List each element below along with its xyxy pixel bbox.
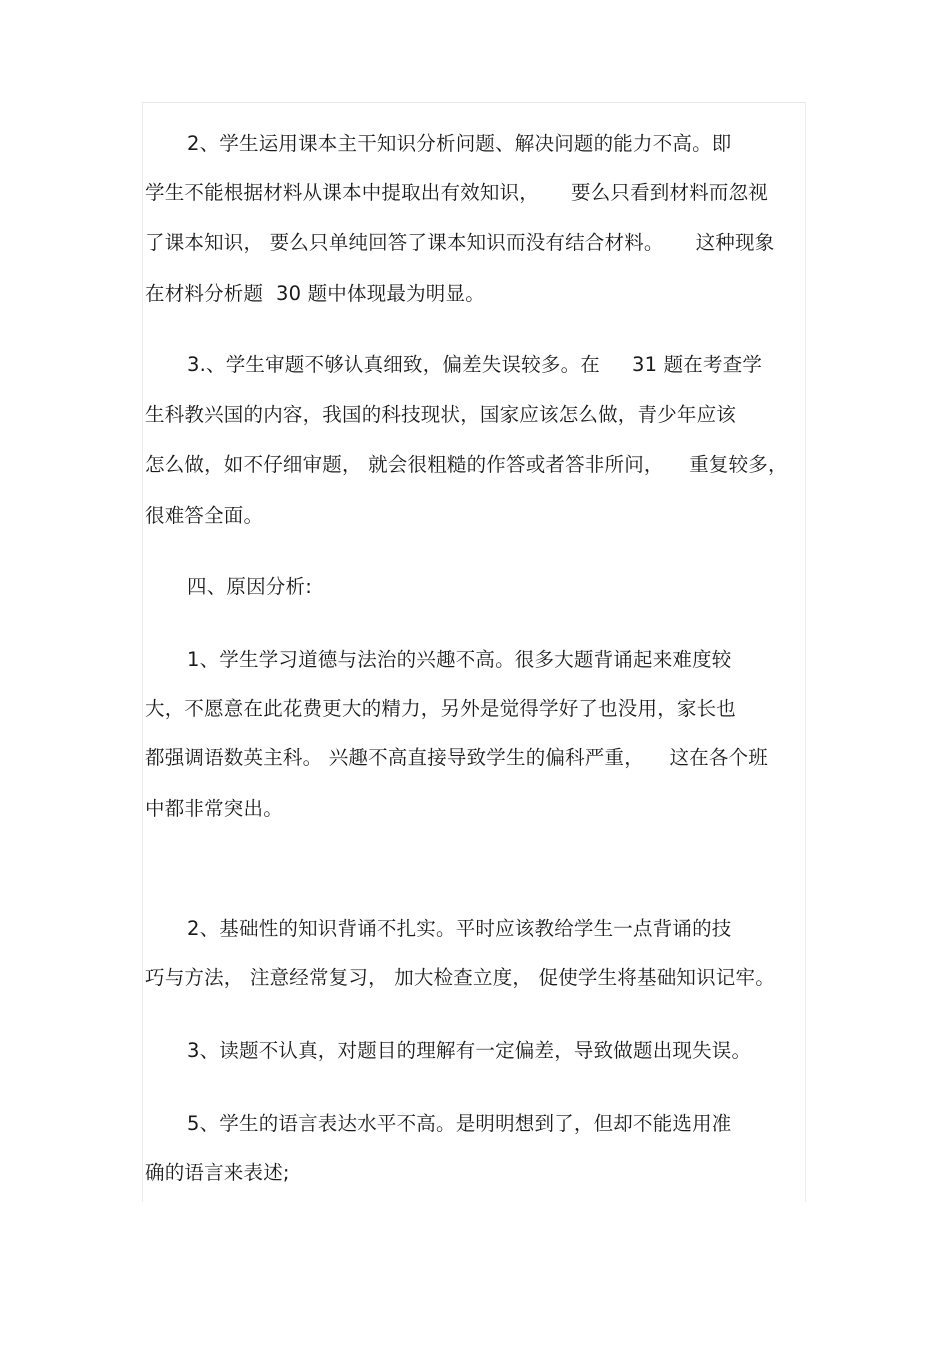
reason-3-line-1: 3、读题不认真，对题目的理解有一定偏差，导致做题出现失误。 bbox=[187, 1039, 752, 1062]
paragraph-3-line-1: 3.、学生审题不够认真细致，偏差失误较多。在 31 题在考查学 bbox=[187, 353, 763, 376]
reason-5-line-2: 确的语言来表述; bbox=[145, 1161, 290, 1184]
paragraph-3-line-3: 怎么做，如不仔细审题， 就会很粗糙的作答或者答非所问， 重复较多， bbox=[145, 453, 788, 476]
reason-1-line-2: 大，不愿意在此花费更大的精力，另外是觉得学好了也没用，家长也 bbox=[145, 697, 737, 720]
section-heading: 四、原因分析: bbox=[187, 575, 312, 598]
reason-2-line-1: 2、基础性的知识背诵不扎实。平时应该教给学生一点背诵的技 bbox=[187, 917, 732, 940]
reason-1-line-4: 中都非常突出。 bbox=[145, 797, 283, 820]
paragraph-3-line-2: 生科教兴国的内容，我国的科技现状，国家应该怎么做，青少年应该 bbox=[145, 403, 737, 426]
reason-5-line-1: 5、学生的语言表达水平不高。是明明想到了，但却不能选用准 bbox=[187, 1112, 732, 1135]
paragraph-2-line-4: 在材料分析题 30 题中体现最为明显。 bbox=[145, 282, 485, 305]
reason-2-line-2: 巧与方法， 注意经常复习， 加大检查立度， 促使学生将基础知识记牢。 bbox=[145, 966, 775, 989]
paragraph-2-line-2: 学生不能根据材料从课本中提取出有效知识， 要么只看到材料而忽视 bbox=[145, 181, 768, 204]
paragraph-2-line-1: 2、学生运用课本主干知识分析问题、解决问题的能力不高。即 bbox=[187, 132, 732, 155]
paragraph-3-line-4: 很难答全面。 bbox=[145, 504, 264, 527]
paragraph-2-line-3: 了课本知识， 要么只单纯回答了课本知识而没有结合材料。 这种现象 bbox=[145, 231, 775, 254]
reason-1-line-1: 1、学生学习道德与法治的兴趣不高。很多大题背诵起来难度较 bbox=[187, 648, 732, 671]
reason-1-line-3: 都强调语数英主科。 兴趣不高直接导致学生的偏科严重， 这在各个班 bbox=[145, 746, 768, 769]
